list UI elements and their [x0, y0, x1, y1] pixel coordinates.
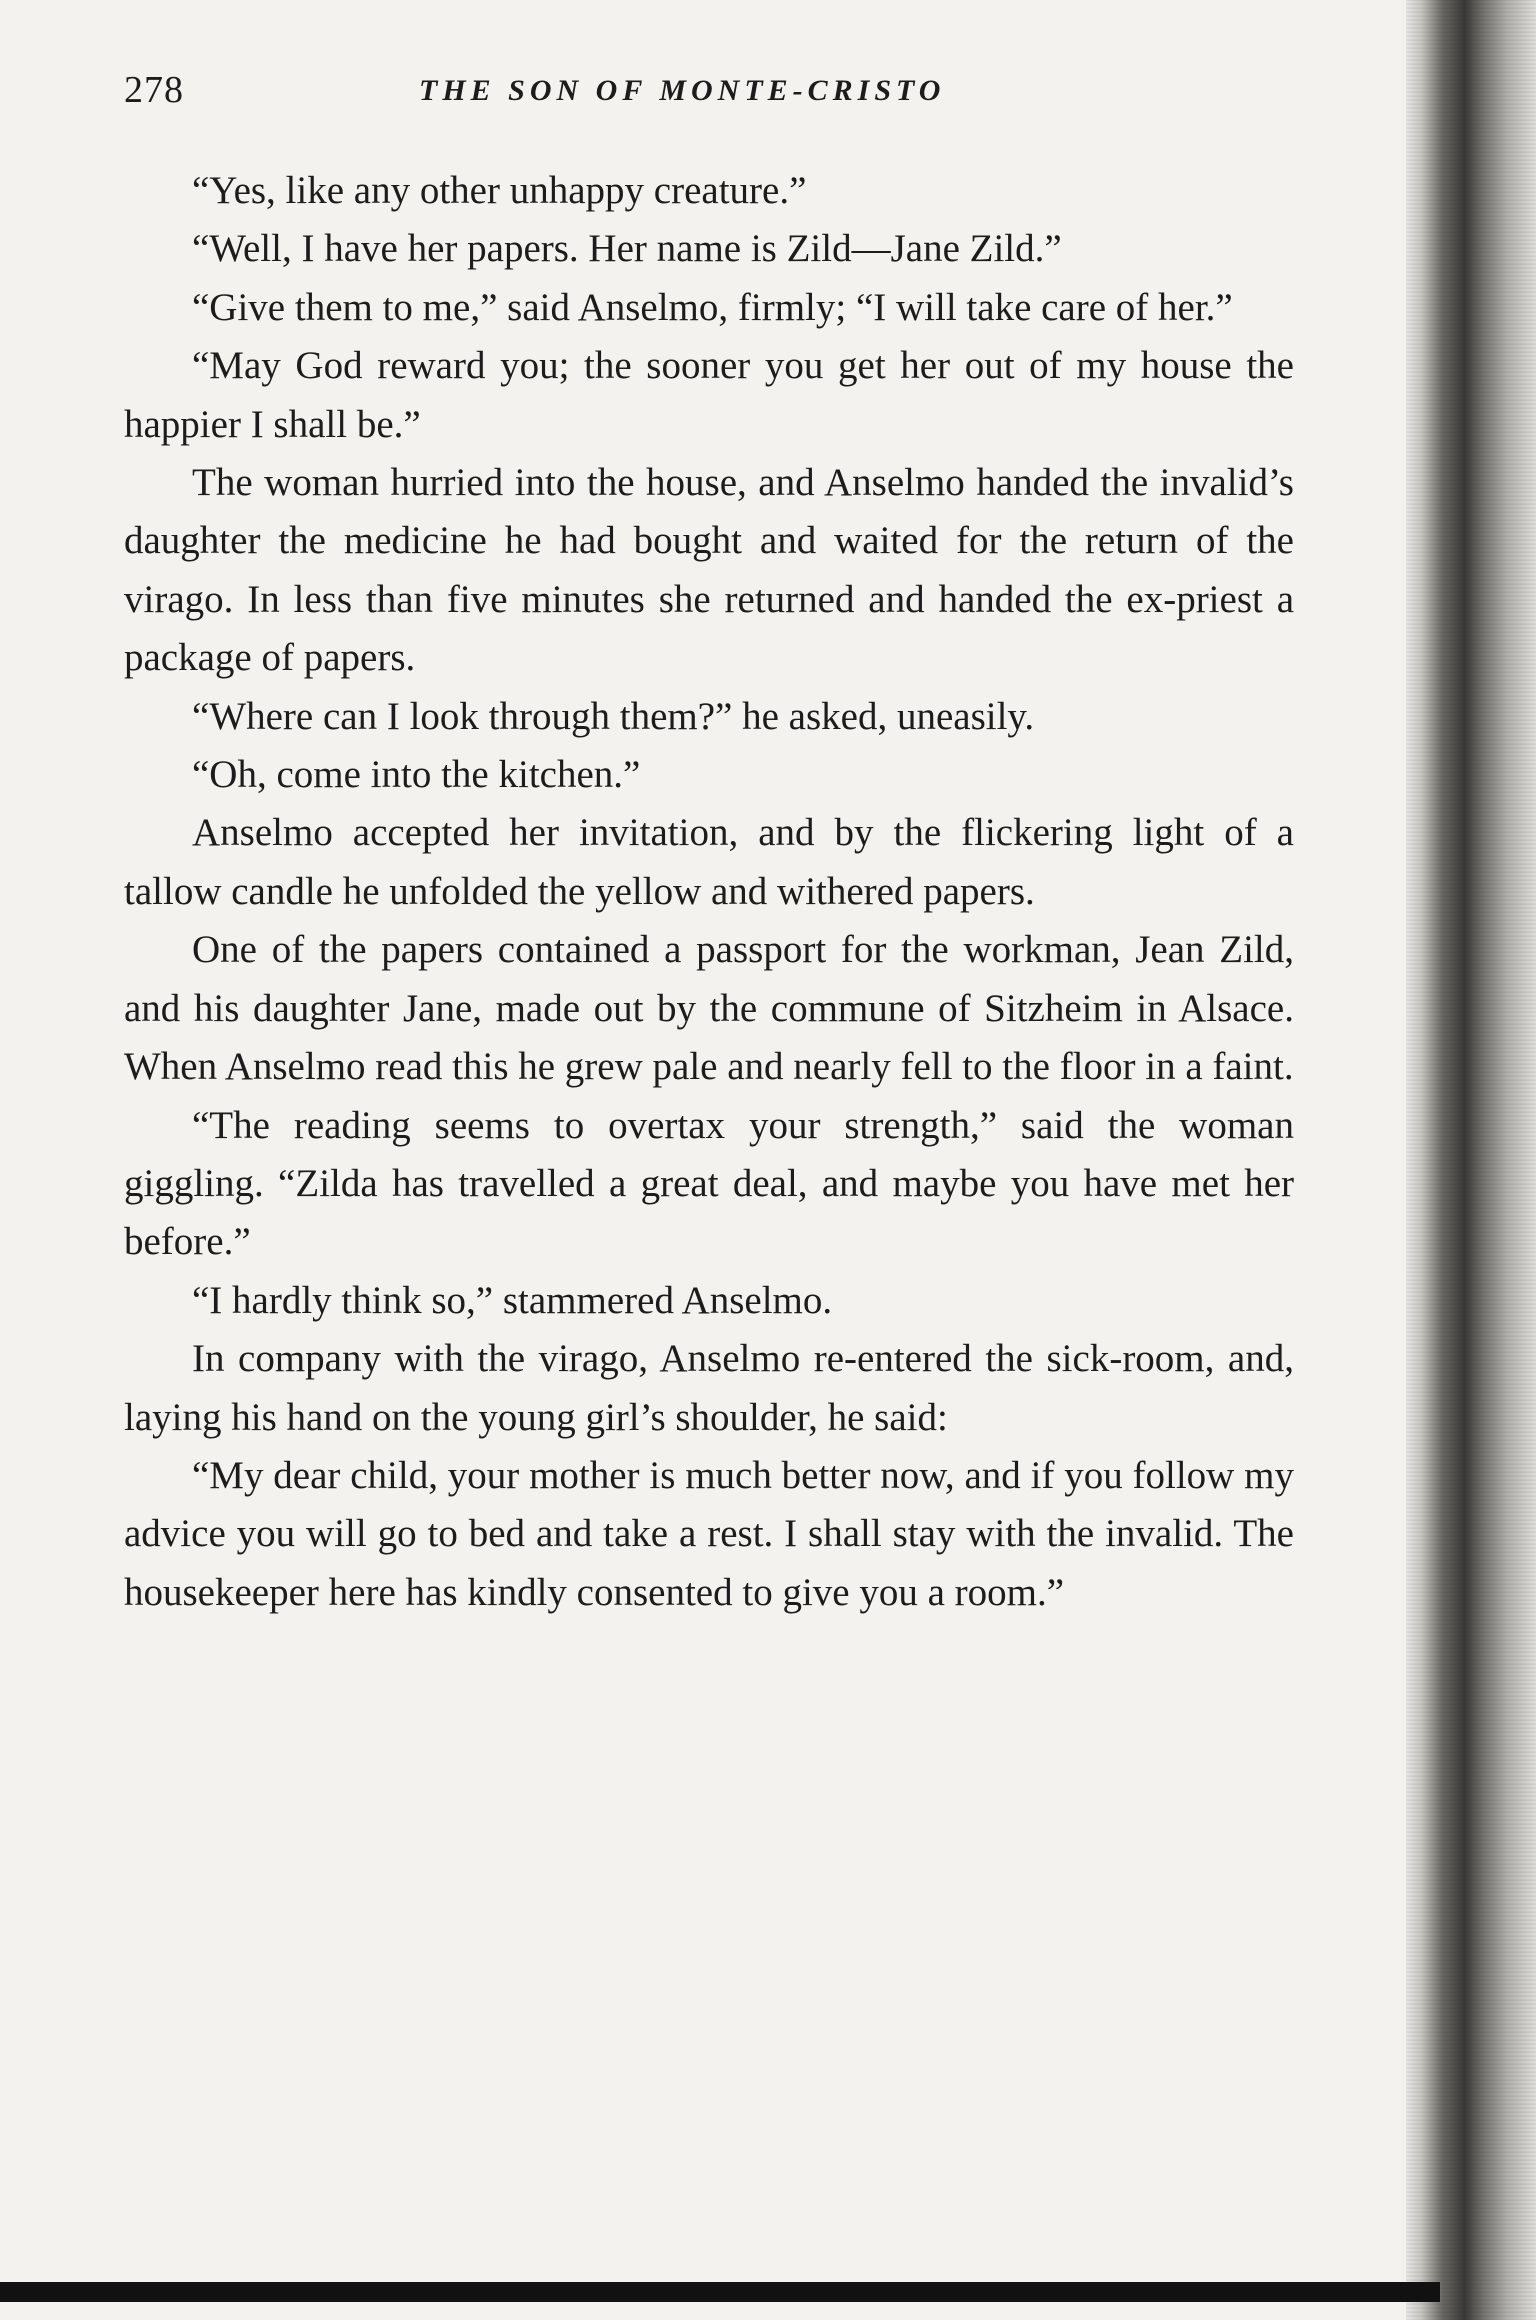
paragraph: One of the papers contained a passport for the workman, Jean Zild, and his daughter Jane, made out by the commune of Sitzheim in Alsace. When Anselmo read this he grew pale and nearly fell to the floor in a faint. — [124, 928, 1294, 1089]
paragraph: “Yes, like any other unhappy creature.” — [192, 169, 807, 212]
paragraph: “May God reward you; the sooner you get her out of my house the happier I shall be.” — [124, 344, 1294, 446]
body-text — [124, 162, 1294, 1622]
paragraph: Anselmo accepted her invitation, and by the flickering light of a tallow candle he unfolded the yellow and withered papers. — [124, 811, 1294, 913]
paragraph: The woman hurried into the house, and Anselmo handed the invalid’s daughter the medicine he had bought and waited for the return of the virago. In less than five minutes she returned and handed the ex-priest a package of papers. — [124, 461, 1294, 680]
paragraph: “I hardly think so,” stammered Anselmo. — [192, 1278, 833, 1322]
bottom-scan-border — [0, 2282, 1440, 2302]
paragraph: “Where can I look through them?” he asked, uneasily. — [192, 694, 1035, 738]
paragraph: “Well, I have her papers. Her name is Zild—Jane Zild.” — [192, 227, 1062, 271]
paragraph: “Oh, come into the kitchen.” — [192, 753, 641, 797]
page-number: 278 — [124, 69, 184, 111]
paragraph: In company with the virago, Anselmo re-entered the sick-room, and, laying his hand on the young girl’s shoulder, he said: — [124, 1337, 1294, 1439]
page-header — [124, 62, 1294, 122]
paragraph: “The reading seems to overtax your strength,” said the woman giggling. “Zilda has travelled a great deal, and maybe you have met her before.” — [124, 1103, 1294, 1264]
paragraph: “Give them to me,” said Anselmo, firmly; “I will take care of her.” — [192, 285, 1233, 329]
running-title: THE SON OF MONTE-CRISTO — [419, 74, 946, 107]
page-gutter-shadow — [1406, 0, 1536, 2320]
paragraph: “My dear child, your mother is much better now, and if you follow my advice you will go to bed and take a rest. I shall stay with the invalid. The housekeeper here has kindly consented to give you a room.” — [124, 1453, 1294, 1614]
